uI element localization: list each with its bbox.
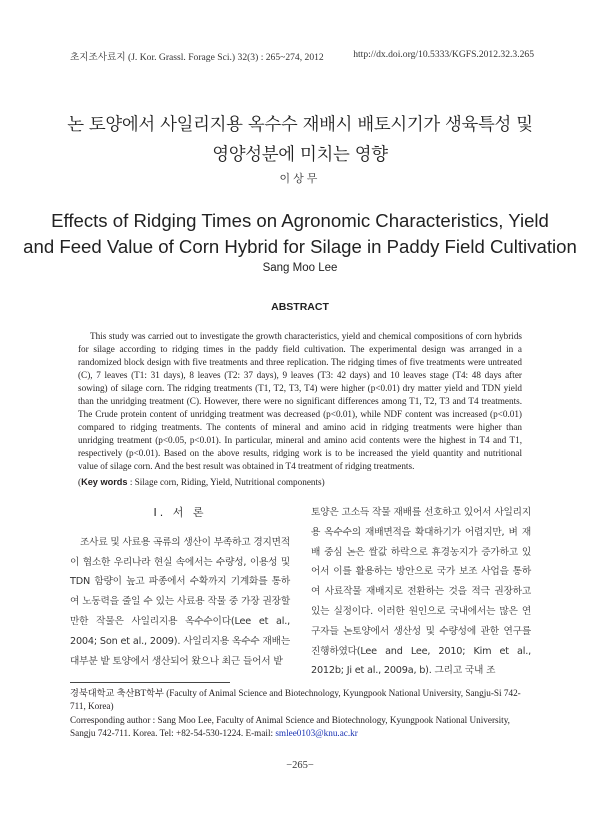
english-title-line2: and Feed Value of Corn Hybrid for Silage in Paddy Field Cultivation bbox=[23, 236, 577, 257]
corresponding-text: Corresponding author : Sang Moo Lee, Faculty of Animal Science and Biotechnology, Kyungpook National University, Sangju 742-711. Korea. Tel: +82-54-530-1224. E-mail: bbox=[70, 715, 510, 738]
korean-title bbox=[0, 110, 600, 170]
korean-author: 이상무 bbox=[279, 172, 321, 185]
body-column-left bbox=[70, 503, 290, 671]
section-title: Ⅰ. 서 론 bbox=[153, 506, 207, 519]
abstract-heading: ABSTRACT bbox=[271, 301, 329, 313]
korean-title-line2: 영양성분에 미치는 영향 bbox=[212, 145, 388, 165]
english-author: Sang Moo Lee bbox=[262, 262, 338, 274]
keywords-label: Key words bbox=[81, 477, 128, 487]
journal-header: 초지조사료지 (J. Kor. Grassl. Forage Sci.) 32(3) : 265~274, 2012 bbox=[70, 52, 324, 63]
page-number: −265− bbox=[286, 760, 314, 771]
korean-title-line1: 논 토양에서 사일리지용 옥수수 재배시 배토시기가 생육특성 및 bbox=[67, 115, 533, 135]
footnote-divider bbox=[70, 682, 230, 683]
affiliation-footnote: 경북대학교 축산BT학부 (Faculty of Animal Science and Biotechnology, Kyungpook National University, Sangju-Si 742-711, Korea) bbox=[70, 688, 521, 711]
email-link[interactable]: smlee0103@knu.ac.kr bbox=[275, 728, 358, 738]
keywords: (Key words : Silage corn, Riding, Yield, Nutritional components) bbox=[78, 477, 325, 487]
english-title bbox=[0, 208, 600, 260]
body-paragraph-left: 조사료 및 사료용 곡류의 생산이 부족하고 경지면적이 협소한 우리나라 현실 속에서는 수량성, 이용성 및 TDN 함량이 높고 파종에서 수확까지 기계화를 통하여 노동력을 줄일 수 있는 사료용 작물 중 가장 권장할 만한 작물은 사일리지용 옥수수이다(Lee et al., 2004; Son et al., 2009). 사일리지용 옥수수 재배는 대부분 밭 토양에서 생산되어 왔으나 최근 들어서 밭 bbox=[70, 536, 290, 667]
doi-header[interactable]: http://dx.doi.org/10.5333/KGFS.2012.32.3.265 bbox=[353, 49, 534, 60]
body-paragraph-right: 토양은 고소득 작물 재배를 선호하고 있어서 사일리지용 옥수수의 재배면적을 확대하기가 어렵지만, 벼 재배 중심 논은 쌀값 하락으로 휴경농지가 증가하고 있어서 이를 활용하는 방안으로 국가 보조 사업을 통하여 사료작물 재배지로 전환하는 것을 적극 권장하고 있는 실정이다. 이러한 원인으로 국내에서는 많은 연구자들 논토양에서 생산성 및 수량성에 관한 연구를 진행하였다(Lee and Lee, 2010; Kim et al., 2012b; Ji et al., 2009a, b). 그리고 국내 조 bbox=[311, 507, 531, 677]
english-title-line1: Effects of Ridging Times on Agronomic Characteristics, Yield bbox=[51, 210, 549, 231]
keywords-list: : Silage corn, Riding, Yield, Nutritional components) bbox=[129, 477, 325, 487]
abstract-text: This study was carried out to investigate the growth characteristics, yield and chemical compositions of corn hybrids for silage according to ridging times in the paddy field cultivation. The experimental design was arranged in a randomized block design with five treatments and three replication. The ridging times of five treatments were untreated (C), 7 leaves (T1: 31 days), 8 leaves (T2: 37 days), 9 leaves (T3: 42 days) and 10 leaves stage (T4: 48 days after sowing) of silage corn. The ridging treatments (T1, T2, T3, T4) were higher (p<0.01) dry matter yield and TDN yield than the unridging treatment (C). However, there were no significant differences among T1, T2, T3 and T4 treatments. The Crude protein content of unridging treatment was decreased (p<0.01), while NDF content was increased (p<0.01) compared to ridging treatments. The contents of mineral and amino acid in ridging treatments were higher than unridging treatment (p<0.05, p<0.01). In particular, mineral and amino acid contents were the highest in T4 and T1, respectively (p<0.01). Based on the above results, ridging work is to be increased the yield quantity and nutritional value of silage corn. And the best result was obtained in T4 treatment of ridging treatments. bbox=[78, 331, 522, 471]
corresponding-footnote bbox=[70, 714, 532, 740]
body-column-right bbox=[311, 503, 531, 681]
